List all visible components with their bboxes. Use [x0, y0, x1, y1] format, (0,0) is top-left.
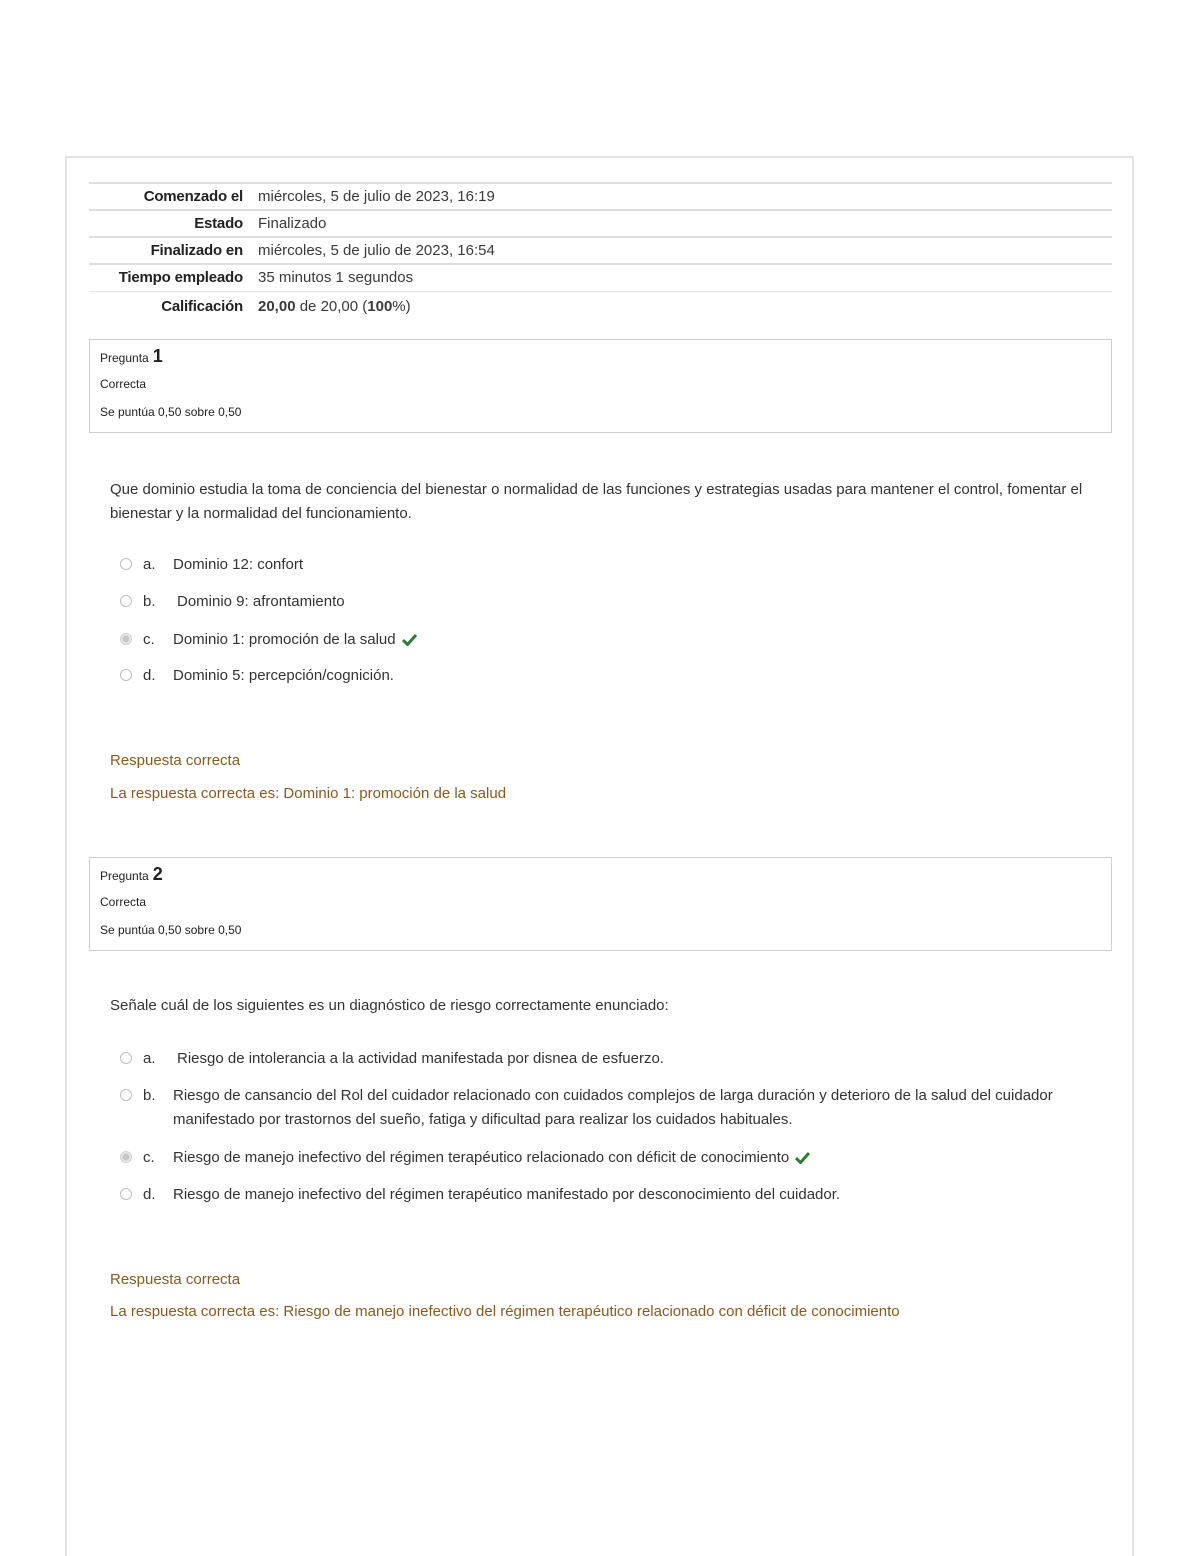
summary-label: Finalizado en: [89, 237, 258, 264]
summary-value: miércoles, 5 de julio de 2023, 16:54: [258, 237, 1112, 264]
question-state: Correcta: [100, 895, 147, 909]
summary-label: Estado: [89, 210, 258, 237]
grade-score: 20,00: [258, 297, 296, 315]
question-mark: Se puntúa 0,50 sobre 0,50: [100, 405, 242, 419]
answer-option[interactable]: [120, 1047, 1080, 1071]
radio-button[interactable]: [120, 1089, 132, 1101]
grade-percent: 100: [367, 297, 393, 315]
summary-row-time: [89, 264, 1112, 291]
option-text: Dominio 1: promoción de la salud: [173, 631, 396, 648]
summary-value: 35 minutos 1 segundos: [258, 264, 1112, 291]
option-text: Dominio 12: confort: [173, 556, 304, 573]
right-answer: La respuesta correcta es: Dominio 1: promoción de la salud: [110, 785, 507, 802]
radio-button[interactable]: [120, 669, 132, 681]
radio-button-selected[interactable]: [120, 1151, 132, 1163]
question-number-value: 1: [152, 346, 163, 366]
question-number-value: 2: [152, 864, 163, 884]
answer-option[interactable]: [120, 1084, 1070, 1132]
radio-button-selected[interactable]: [120, 633, 132, 645]
grade-of-text: de 20,00 (: [295, 297, 368, 315]
question-text: Que dominio estudia la toma de conciencia del bienestar o normalidad de las funciones y estrategias usadas para mantener el control, fomentar el bienestar y la normalidad del funcionamiento.: [110, 481, 1083, 522]
option-text: Riesgo de cansancio del Rol del cuidador relacionado con cuidados complejos de larga duración y deterioro de la salud del cuidador manifestado por trastornos del sueño, fatiga y dificultad para realizar los cuidados habituales.: [173, 1087, 1053, 1128]
check-icon: [795, 1151, 810, 1164]
option-letter: c.: [143, 1149, 155, 1166]
answer-option[interactable]: [120, 590, 1080, 614]
question-info-box: [89, 339, 1112, 433]
option-letter: c.: [143, 631, 155, 648]
summary-label: Tiempo empleado: [89, 264, 258, 291]
summary-row-state: [89, 210, 1112, 237]
grade-value: [258, 291, 1112, 321]
option-text: Dominio 9: afrontamiento: [177, 593, 345, 610]
option-text: Dominio 5: percepción/cognición.: [173, 667, 394, 684]
option-letter: b.: [143, 593, 156, 610]
feedback-status: Respuesta correcta: [110, 1271, 241, 1288]
option-text: Riesgo de manejo inefectivo del régimen terapéutico relacionado con déficit de conocimiento: [173, 1149, 790, 1166]
radio-button[interactable]: [120, 1188, 132, 1200]
summary-row-grade: [89, 291, 1112, 321]
grade-suffix: %): [392, 297, 411, 315]
question-number: [100, 346, 1101, 370]
option-text-wrap: [173, 1146, 1080, 1170]
question-state: Correcta: [100, 377, 147, 391]
attempt-summary-table: [89, 182, 1112, 321]
radio-button[interactable]: [120, 595, 132, 607]
question-info-box: [89, 857, 1112, 951]
option-letter: d.: [143, 667, 156, 684]
question-number: [100, 864, 1101, 888]
option-letter: b.: [143, 1087, 156, 1104]
answer-option[interactable]: [120, 664, 1080, 688]
answer-option[interactable]: [120, 1183, 1080, 1207]
radio-button[interactable]: [120, 1052, 132, 1064]
answer-option-selected[interactable]: [120, 1146, 1080, 1170]
feedback-status: Respuesta correcta: [110, 752, 241, 769]
answer-option-selected[interactable]: [120, 628, 1080, 652]
option-letter: a.: [143, 1050, 156, 1067]
summary-label: Comenzado el: [89, 183, 258, 210]
option-text: Riesgo de intolerancia a la actividad manifestada por disnea de esfuerzo.: [177, 1050, 664, 1067]
summary-value: Finalizado: [258, 210, 1112, 237]
summary-value: miércoles, 5 de julio de 2023, 16:19: [258, 183, 1112, 210]
question-label: Pregunta: [100, 351, 149, 365]
option-text-wrap: [173, 628, 1080, 652]
check-icon: [402, 633, 417, 646]
answer-option[interactable]: [120, 553, 1080, 577]
option-letter: a.: [143, 556, 156, 573]
radio-button[interactable]: [120, 558, 132, 570]
question-text: Señale cuál de los siguientes es un diagnóstico de riesgo correctamente enunciado:: [110, 997, 669, 1014]
question-mark: Se puntúa 0,50 sobre 0,50: [100, 923, 242, 937]
question-label: Pregunta: [100, 869, 149, 883]
right-answer: La respuesta correcta es: Riesgo de manejo inefectivo del régimen terapéutico relacionado con déficit de conocimiento: [110, 1303, 900, 1320]
summary-label: Calificación: [89, 291, 258, 321]
option-text: Riesgo de manejo inefectivo del régimen terapéutico manifestado por desconocimiento del cuidador.: [173, 1186, 841, 1203]
option-letter: d.: [143, 1186, 156, 1203]
summary-row-started: [89, 183, 1112, 210]
summary-row-finished: [89, 237, 1112, 264]
